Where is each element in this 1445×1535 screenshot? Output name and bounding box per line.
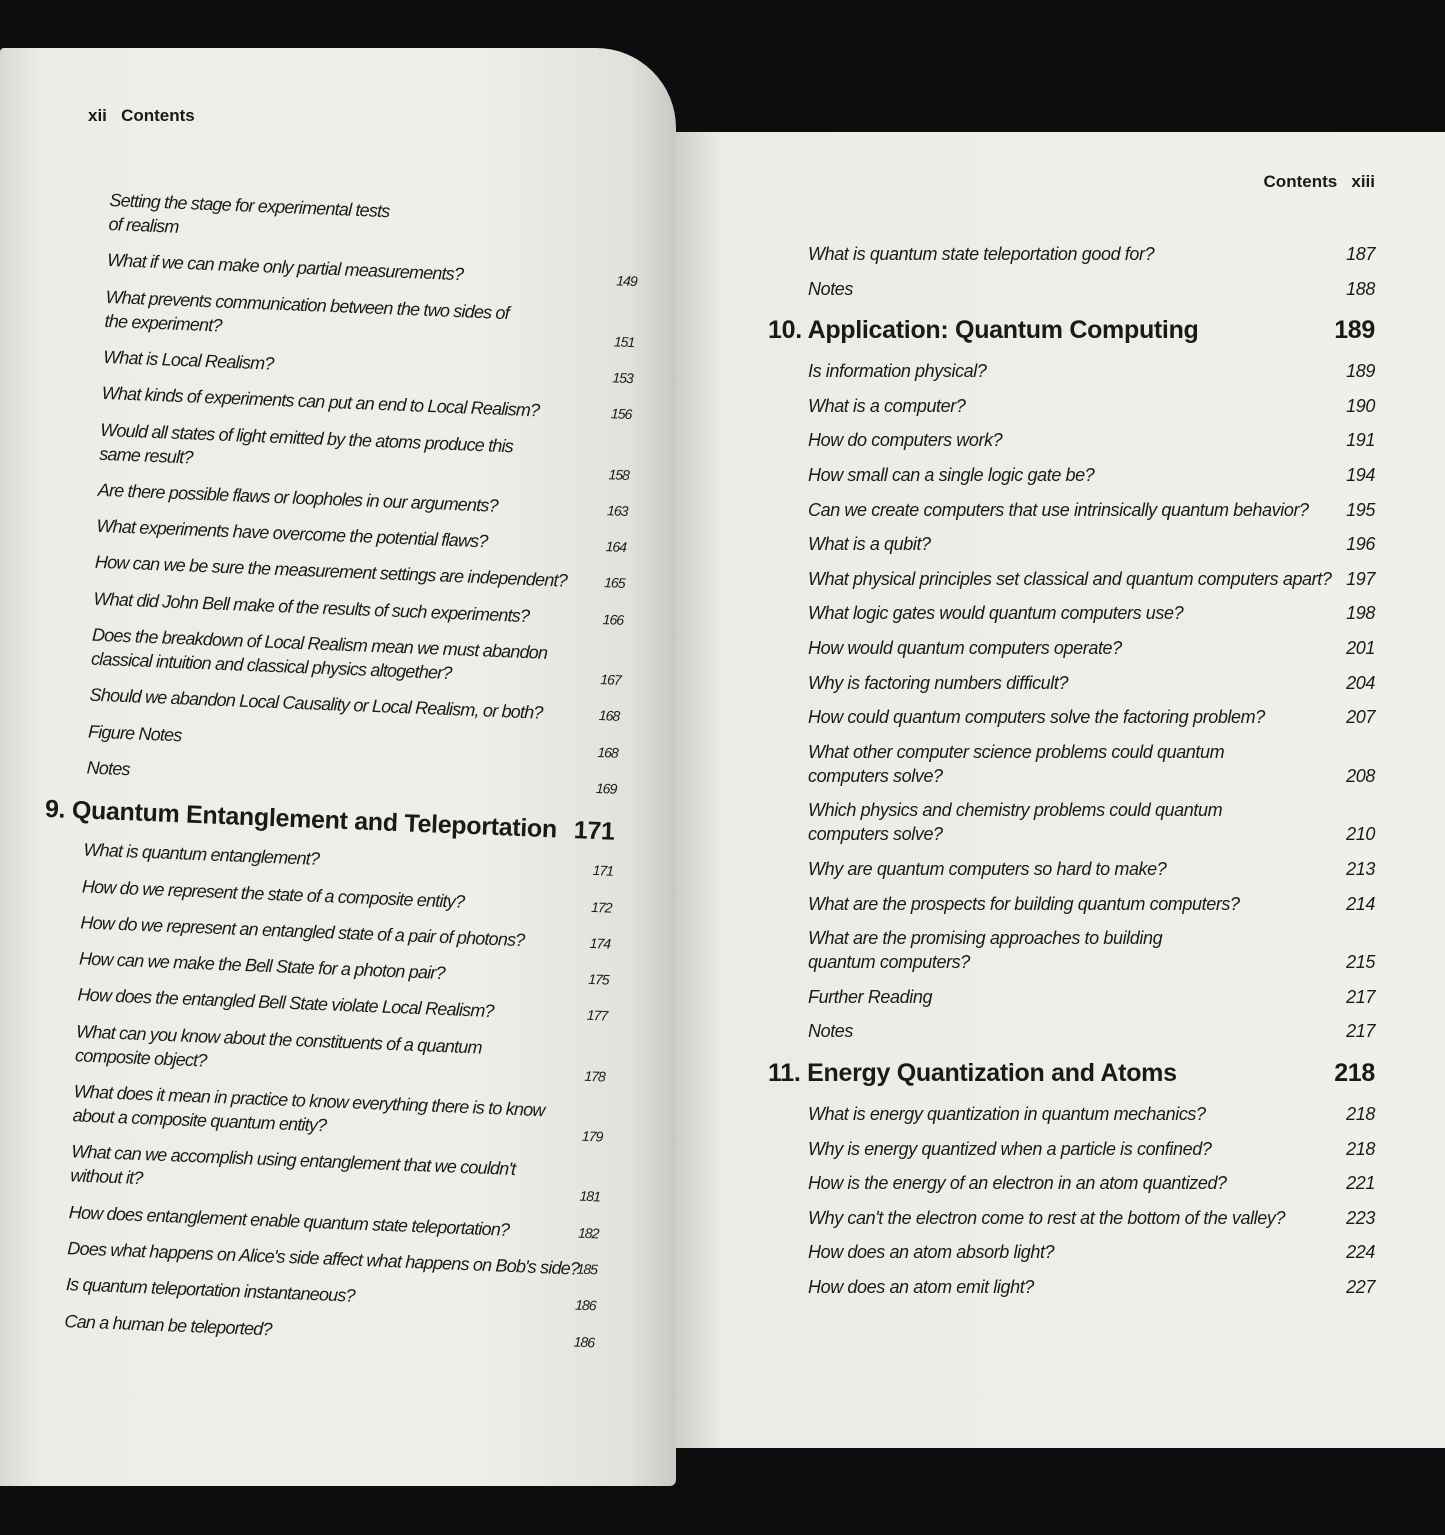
page-number: 165 <box>603 574 625 592</box>
entry-title: What prevents communication between the two sides of the experiment? <box>104 286 510 336</box>
entry-title: How do we represent the state of a composite entity? <box>81 875 465 912</box>
toc-entry[interactable] <box>81 874 612 919</box>
page-number: 188 <box>1346 278 1375 299</box>
entry-title: What logic gates would quantum computers use? <box>808 603 1184 624</box>
page-number: 153 <box>612 369 634 387</box>
page-number: 194 <box>1346 465 1375 485</box>
toc-entry[interactable] <box>75 1019 606 1088</box>
entry-title: What kinds of experiments can put an end to Local Realism? <box>101 383 540 421</box>
page-number: 217 <box>1346 1021 1375 1042</box>
toc-entry[interactable] <box>808 1206 1375 1230</box>
toc-entry[interactable] <box>808 1171 1375 1195</box>
entry-title: How small can a single logic gate be? <box>808 465 1095 485</box>
toc-entry[interactable] <box>808 463 1375 487</box>
chapter-title: 9. Quantum Entanglement and Teleportation <box>44 795 558 844</box>
toc-entry[interactable] <box>808 1019 1375 1043</box>
toc-entry[interactable] <box>808 394 1375 418</box>
page-number: 178 <box>584 1067 606 1085</box>
entry-title: What are the prospects for building quantum computers? <box>808 893 1240 914</box>
page-number: 171 <box>592 862 614 879</box>
toc-entry[interactable] <box>808 636 1375 660</box>
page-number: 217 <box>1346 986 1375 1007</box>
toc-entry[interactable] <box>101 381 632 426</box>
page-number: 186 <box>574 1296 596 1314</box>
entry-title: How does an atom absorb light? <box>808 1242 1055 1263</box>
page-number: 189 <box>1346 361 1375 382</box>
toc-entry[interactable] <box>808 740 1375 788</box>
entry-title: How does an atom emit light? <box>808 1277 1034 1297</box>
entry-title: Notes <box>808 278 854 299</box>
page-number: 171 <box>573 816 616 846</box>
toc-entry[interactable] <box>808 1240 1375 1264</box>
page-number: 215 <box>1346 952 1375 973</box>
toc-entry[interactable] <box>67 1236 598 1281</box>
entry-title: What is quantum state teleportation good for? <box>808 244 1155 264</box>
left-folio: xii <box>88 106 107 125</box>
toc-entry[interactable] <box>808 498 1375 522</box>
entry-title: Can a human be teleported? <box>64 1310 273 1339</box>
entry-title: How does entanglement enable quantum state teleportation? <box>68 1201 510 1240</box>
toc-chapter-heading[interactable] <box>768 1058 1375 1088</box>
page-number: 182 <box>577 1224 599 1242</box>
page-number: 208 <box>1346 765 1375 786</box>
toc-entry[interactable] <box>89 683 620 728</box>
left-page <box>0 48 676 1486</box>
entry-title: What is a computer? <box>808 395 966 416</box>
toc-entry[interactable] <box>808 798 1375 846</box>
toc-entry[interactable] <box>808 705 1375 729</box>
entry-title: Figure Notes <box>87 721 182 745</box>
entry-title: Which physics and chemistry problems could quantum computers solve? <box>808 800 1223 845</box>
toc-entry[interactable] <box>103 345 634 390</box>
page-number: 151 <box>613 332 635 350</box>
entry-title: What is energy quantization in quantum mechanics? <box>808 1104 1206 1124</box>
page-number: 218 <box>1346 1104 1375 1124</box>
page-number: 201 <box>1346 638 1375 658</box>
page-number: 163 <box>606 502 628 519</box>
entry-title: How can we make the Bell State for a photon pair? <box>78 948 446 984</box>
toc-entry[interactable] <box>107 248 638 293</box>
entry-title: What are the promising approaches to building quantum computers? <box>808 928 1163 973</box>
page-number: 210 <box>1346 824 1375 845</box>
entry-title: What can you know about the constituents of a quantum composite object? <box>74 1021 483 1071</box>
page-number: 177 <box>586 1007 608 1025</box>
page-number: 190 <box>1346 395 1375 416</box>
toc-entry[interactable] <box>808 926 1375 974</box>
toc-entry[interactable] <box>93 586 624 631</box>
toc-entry[interactable] <box>808 671 1375 695</box>
toc-entry[interactable] <box>83 838 614 883</box>
page-number: 172 <box>590 898 612 916</box>
toc-entry[interactable] <box>108 188 639 257</box>
page-number: 223 <box>1346 1207 1375 1228</box>
page-number: 166 <box>602 610 624 628</box>
page-number: 204 <box>1346 672 1375 693</box>
page-number: 224 <box>1346 1242 1375 1263</box>
toc-entry[interactable] <box>88 719 619 764</box>
entry-title: How would quantum computers operate? <box>808 638 1122 658</box>
toc-entry[interactable] <box>808 532 1375 556</box>
toc-entry[interactable] <box>808 567 1375 591</box>
entry-title: What other computer science problems could quantum computers solve? <box>808 741 1225 786</box>
entry-title: What is a qubit? <box>808 534 931 555</box>
entry-title: What physical principles set classical and quantum computers apart? <box>808 568 1332 589</box>
page-number: 175 <box>587 970 609 988</box>
toc-entry[interactable] <box>104 285 635 354</box>
right-folio: xiii <box>1351 172 1375 191</box>
page-number: 158 <box>608 465 630 483</box>
entry-title: Does the breakdown of Local Realism mean we must abandon classical intuition and classical physics altogether? <box>90 624 548 684</box>
chapter-title: 11. Energy Quantization and Atoms <box>768 1059 1177 1087</box>
page-number: 221 <box>1346 1173 1375 1194</box>
entry-title: Should we abandon Local Causality or Local Realism, or both? <box>89 684 543 724</box>
page-number: 168 <box>597 743 619 761</box>
toc-entry[interactable] <box>79 946 610 991</box>
entry-title: How can we be sure the measurement settings are independent? <box>94 552 568 592</box>
toc-entry[interactable] <box>72 1079 603 1148</box>
chapter-title: 10. Application: Quantum Computing <box>768 316 1199 345</box>
page-number: 197 <box>1346 568 1375 589</box>
toc-entry[interactable] <box>65 1272 596 1317</box>
entry-title: What if we can make only partial measurements? <box>106 250 464 285</box>
toc-entry[interactable] <box>94 550 625 595</box>
page-number: 189 <box>1334 316 1375 345</box>
toc-entry[interactable] <box>91 623 622 692</box>
page-number: 156 <box>610 405 632 423</box>
toc-entry[interactable] <box>97 478 628 523</box>
entry-title: Can we create computers that use intrinsically quantum behavior? <box>808 499 1309 520</box>
toc-entry[interactable] <box>70 1140 601 1209</box>
page-number: 187 <box>1346 244 1375 264</box>
toc-entry[interactable] <box>808 857 1375 881</box>
entry-title: What can we accomplish using entanglement that we couldn't without it? <box>69 1141 516 1189</box>
toc-entry[interactable] <box>99 417 630 486</box>
entry-title: What did John Bell make of the results of such experiments? <box>93 588 530 626</box>
entry-title: Notes <box>86 757 131 780</box>
entry-title: What experiments have overcome the potential flaws? <box>96 515 488 552</box>
page-number: 214 <box>1346 893 1375 914</box>
toc-entry[interactable] <box>808 1275 1375 1299</box>
page-number: 174 <box>589 934 611 952</box>
entry-title: Why is energy quantized when a particle is confined? <box>808 1138 1212 1159</box>
page-number: 167 <box>600 671 621 688</box>
entry-title: Does what happens on Alice's side affect what happens on Bob's side? <box>67 1238 580 1279</box>
entry-title: Why can't the electron come to rest at the bottom of the valley? <box>808 1207 1286 1228</box>
right-running-head-title: Contents <box>1263 172 1338 191</box>
entry-title: Is information physical? <box>808 361 987 382</box>
page-number: 181 <box>579 1187 601 1205</box>
page-number: 149 <box>616 272 637 290</box>
toc-entry[interactable] <box>68 1200 599 1245</box>
entry-title: Notes <box>808 1021 854 1042</box>
page-number: 227 <box>1346 1277 1375 1297</box>
toc-entry[interactable] <box>86 755 617 800</box>
page-number: 179 <box>581 1127 603 1145</box>
toc-entry[interactable] <box>808 1102 1375 1126</box>
entry-title: Further Reading <box>808 986 933 1007</box>
entry-title: Would all states of light emitted by the atoms produce this same result? <box>98 419 514 468</box>
entry-title: Why are quantum computers so hard to make? <box>808 859 1167 879</box>
right-page <box>676 132 1445 1448</box>
entry-title: How does the entangled Bell State violate Local Realism? <box>77 984 495 1022</box>
entry-title: Why is factoring numbers difficult? <box>808 672 1069 693</box>
left-running-head <box>88 106 195 126</box>
left-toc-list <box>44 188 640 1350</box>
page-number: 169 <box>595 779 617 797</box>
page-number: 185 <box>576 1260 598 1278</box>
toc-entry[interactable] <box>808 428 1375 452</box>
page-number: 207 <box>1346 707 1375 728</box>
entry-title: How do computers work? <box>808 430 1003 451</box>
toc-entry[interactable] <box>808 277 1375 301</box>
entry-title: Are there possible flaws or loopholes in our arguments? <box>97 479 499 516</box>
entry-title: How is the energy of an electron in an atom quantized? <box>808 1173 1227 1194</box>
page-number: 191 <box>1346 430 1375 451</box>
toc-entry[interactable] <box>808 601 1375 625</box>
toc-entry[interactable] <box>77 983 608 1028</box>
entry-title: Setting the stage for experimental tests of realism <box>108 189 390 237</box>
entry-title: What does it mean in practice to know everything there is to know about a composite quantum entity? <box>72 1081 546 1136</box>
page-number: 213 <box>1346 859 1375 879</box>
toc-chapter-heading[interactable] <box>768 315 1375 345</box>
toc-entry[interactable] <box>808 985 1375 1009</box>
toc-entry[interactable] <box>64 1309 595 1354</box>
entry-title: What is quantum entanglement? <box>83 839 320 870</box>
toc-entry[interactable] <box>808 892 1375 916</box>
page-number: 218 <box>1346 1138 1375 1159</box>
page-number: 164 <box>605 538 627 556</box>
entry-title: What is Local Realism? <box>102 346 274 374</box>
page-number: 195 <box>1346 499 1375 520</box>
left-running-head-title: Contents <box>121 106 195 125</box>
entry-title: How could quantum computers solve the factoring problem? <box>808 707 1265 728</box>
toc-entry[interactable] <box>808 1137 1375 1161</box>
toc-entry[interactable] <box>808 359 1375 383</box>
toc-entry[interactable] <box>96 514 627 559</box>
page-number: 198 <box>1346 603 1375 624</box>
entry-title: How do we represent an entangled state of a pair of photons? <box>80 912 525 951</box>
page-number: 186 <box>573 1333 595 1350</box>
page-number: 168 <box>598 707 620 725</box>
right-running-head <box>1264 172 1375 192</box>
page-number: 196 <box>1346 534 1375 555</box>
toc-entry[interactable] <box>80 910 611 955</box>
page-number: 218 <box>1334 1059 1375 1087</box>
entry-title: Is quantum teleportation instantaneous? <box>65 1274 356 1306</box>
toc-entry[interactable] <box>808 242 1375 266</box>
